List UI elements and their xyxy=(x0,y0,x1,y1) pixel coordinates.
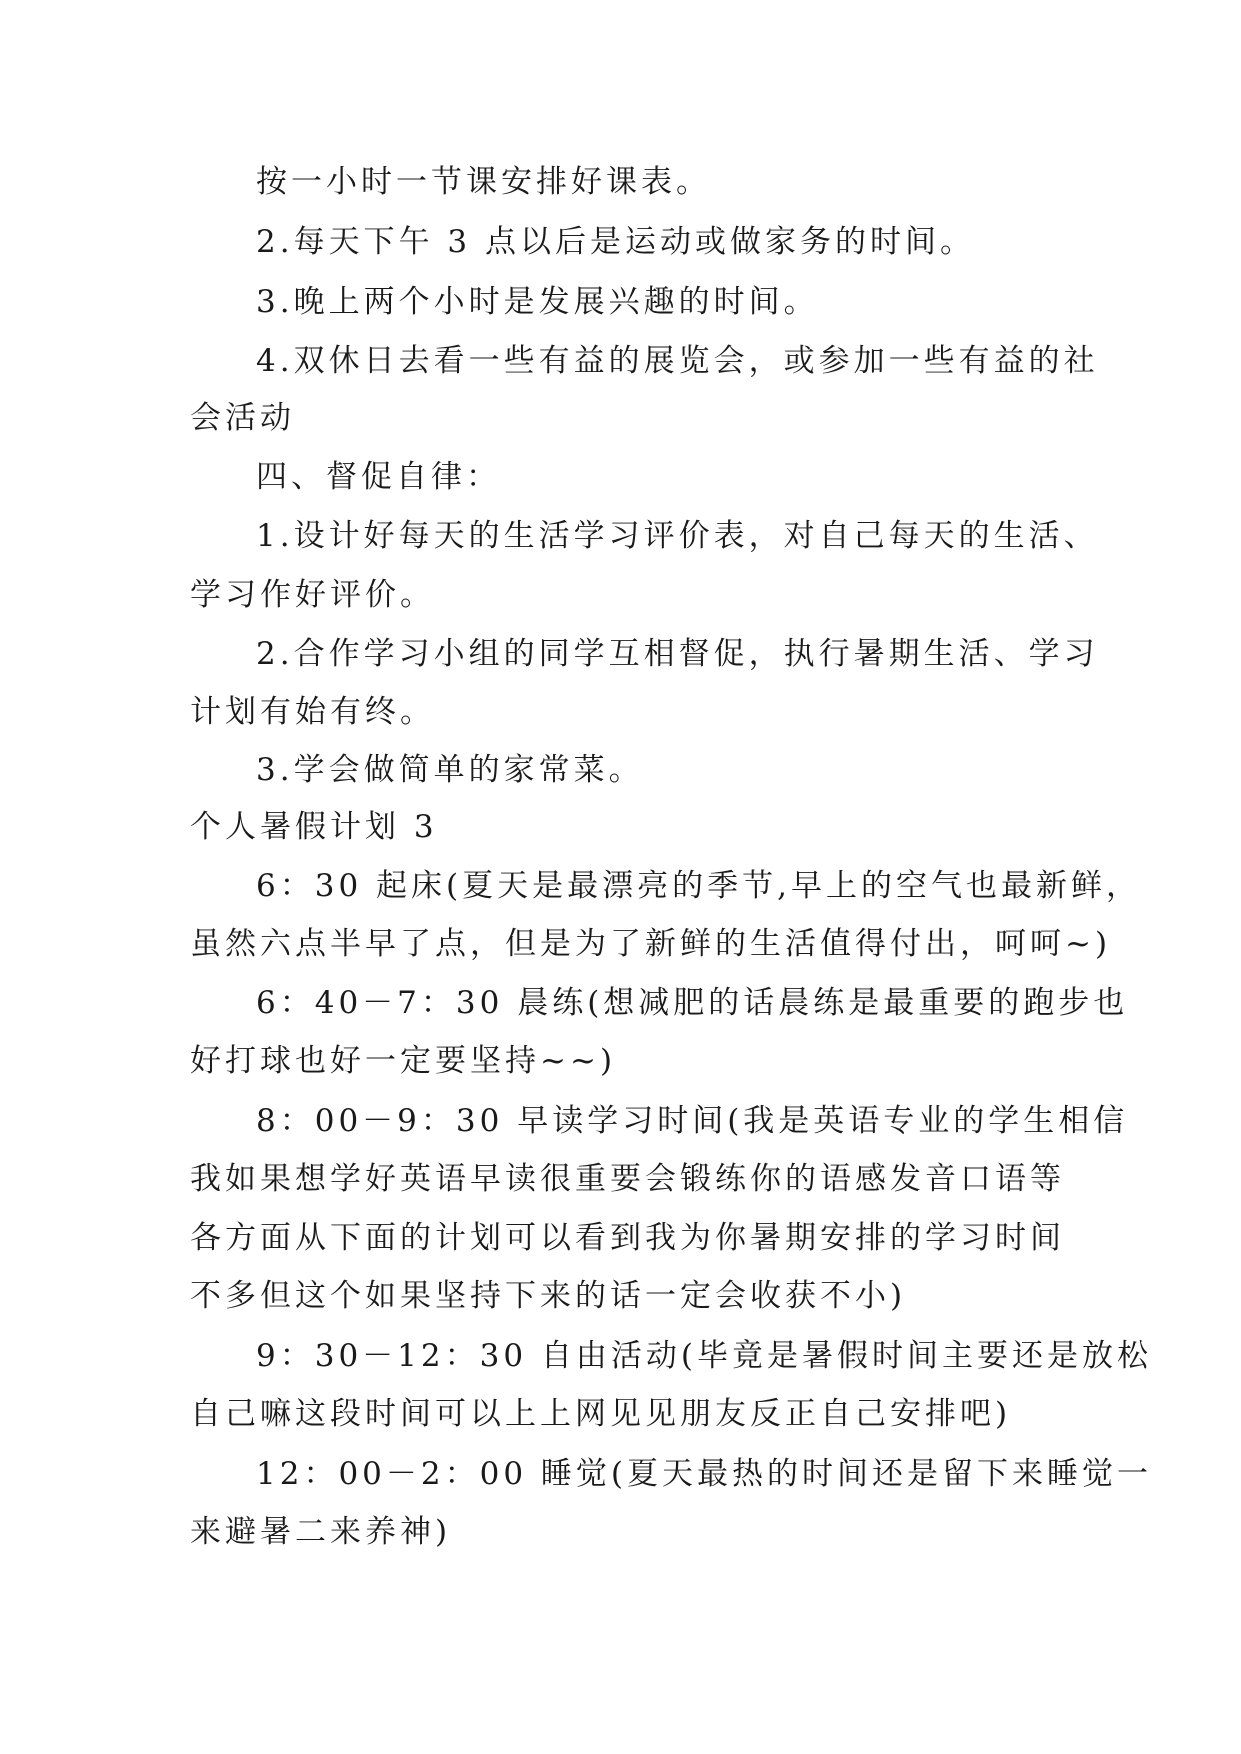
paragraph-line: 6：40－7：30 晨练(想减肥的话晨练是最重要的跑步也 xyxy=(256,985,1129,1021)
paragraph-line: 8：00－9：30 早读学习时间(我是英语专业的学生相信 xyxy=(256,1103,1129,1139)
document-title: 个人暑假计划 3 xyxy=(190,809,438,845)
paragraph-line: 1.设计好每天的生活学习评价表，对自己每天的生活、 xyxy=(256,518,1099,554)
paragraph-line: 好打球也好一定要坚持~~) xyxy=(190,1043,617,1079)
paragraph-line: 我如果想学好英语早读很重要会锻练你的语感发音口语等 xyxy=(190,1161,1065,1197)
paragraph-line: 虽然六点半早了点，但是为了新鲜的生活值得付出，呵呵~) xyxy=(190,926,1112,962)
paragraph-line: 2.合作学习小组的同学互相督促，执行暑期生活、学习 xyxy=(256,636,1099,672)
paragraph-line: 3.晚上两个小时是发展兴趣的时间。 xyxy=(256,284,819,320)
paragraph-line: 9：30－12：30 自由活动(毕竟是暑假时间主要还是放松 xyxy=(256,1338,1153,1374)
paragraph-line: 3.学会做简单的家常菜。 xyxy=(256,752,644,788)
paragraph-line: 计划有始有终。 xyxy=(190,694,435,730)
paragraph-line: 自己嘛这段时间可以上上网见见朋友反正自己安排吧) xyxy=(190,1396,1012,1432)
paragraph-line: 4.双休日去看一些有益的展览会，或参加一些有益的社 xyxy=(256,343,1099,379)
paragraph-line: 6：30 起床(夏天是最漂亮的季节,早上的空气也最新鲜， xyxy=(256,868,1141,904)
paragraph-line: 来避暑二来养神) xyxy=(190,1514,452,1550)
paragraph-line: 学习作好评价。 xyxy=(190,577,435,613)
paragraph-line: 各方面从下面的计划可以看到我为你暑期安排的学习时间 xyxy=(190,1220,1065,1256)
section-heading: 四、督促自律： xyxy=(256,459,501,495)
paragraph-line: 2.每天下午 3 点以后是运动或做家务的时间。 xyxy=(256,224,976,260)
paragraph-line: 按一小时一节课安排好课表。 xyxy=(256,164,711,200)
paragraph-line: 不多但这个如果坚持下来的话一定会收获不小) xyxy=(190,1278,907,1314)
paragraph-line: 会活动 xyxy=(190,400,295,436)
paragraph-line: 12：00－2：00 睡觉(夏天最热的时间还是留下来睡觉一 xyxy=(256,1456,1153,1492)
